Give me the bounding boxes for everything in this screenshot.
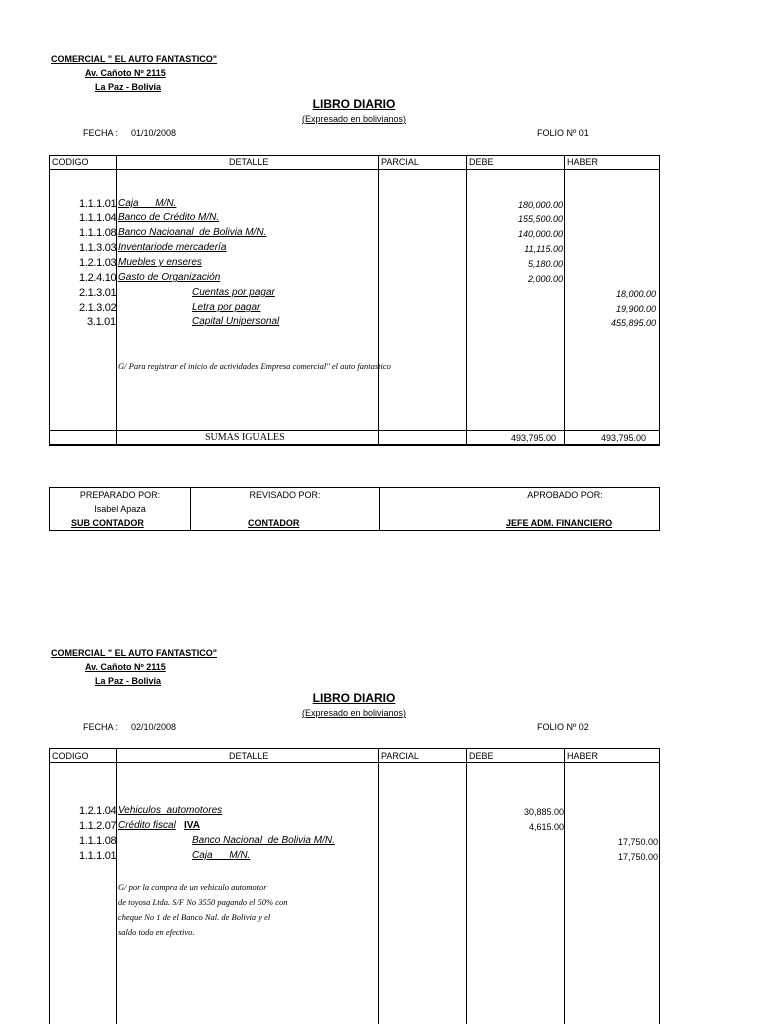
account-detail: Caja M/N. (192, 850, 251, 861)
debe-amount: 11,115.00 (524, 244, 563, 254)
folio-number: FOLIO Nº 02 (537, 722, 589, 732)
sumas-iguales-label: SUMAS IGUALES (205, 432, 285, 443)
debe-amount: 155,500.00 (517, 214, 563, 224)
account-code: 1.2.4.10 (79, 272, 117, 284)
account-detail: Letra por pagar (192, 302, 261, 313)
account-code: 2.1.3.02 (79, 302, 117, 314)
debe-amount: 180,000.00 (517, 200, 563, 210)
debe-amount: 2,000.00 (527, 274, 563, 284)
preparado-label: PREPARADO POR: (79, 490, 161, 500)
gloss-note: G/ Para registrar el inicio de actividades Empresa comercial" el auto fantastico (118, 361, 391, 371)
company-city: La Paz - Bolivia (95, 82, 162, 92)
gloss-line: G/ por la compra de un vehiculo automotor (118, 882, 267, 892)
account-detail: Banco Nacional de Bolivia M/N. (192, 835, 335, 846)
haber-amount: 17,750.00 (617, 837, 658, 847)
haber-amount: 19,900.00 (615, 304, 656, 314)
account-detail: Banco Nacioanal de Bolivia M/N. (118, 227, 267, 238)
account-code: 1.1.1.08 (79, 227, 117, 239)
account-code: 1.1.1.01 (79, 198, 117, 210)
haber-amount: 18,000.00 (615, 289, 656, 299)
column-header-detalle: DETALLE (229, 157, 269, 167)
fecha-label: FECHA : (83, 722, 119, 732)
page-title: LIBRO DIARIO (312, 97, 396, 111)
aprobado-role: JEFE ADM. FINANCIERO (506, 518, 613, 528)
column-header-codigo: CODIGO (52, 751, 89, 761)
account-code: 1.1.2.07 (79, 820, 117, 832)
company-address: Av. Cañoto Nº 2115 (85, 662, 166, 672)
account-code: 3.1.01 (87, 316, 116, 328)
column-header-debe: DEBE (469, 157, 494, 167)
folio-number: FOLIO Nº 01 (537, 128, 589, 138)
company-name: COMERCIAL " EL AUTO FANTASTICO" (51, 54, 218, 64)
gloss-line: cheque No 1 de el Banco Nal. de Bolivia y el (118, 912, 271, 922)
account-code: 1.1.3.03 (79, 242, 117, 254)
account-code: 1.2.1.04 (79, 805, 117, 817)
company-address: Av. Cañoto Nº 2115 (85, 68, 166, 78)
fecha-value: 01/10/2008 (131, 128, 177, 138)
page-subtitle: (Expresado en bolivianos) (301, 708, 407, 718)
haber-amount: 17,750.00 (617, 852, 658, 862)
account-code: 1.1.1.08 (79, 835, 117, 847)
account-detail: Cuentas por pagar (192, 287, 275, 298)
debe-amount: 30,885.00 (523, 807, 564, 817)
column-header-debe: DEBE (469, 751, 494, 761)
sumas-debe-total: 493,795.00 (510, 433, 556, 443)
preparado-role: SUB CONTADOR (71, 518, 144, 528)
column-header-detalle: DETALLE (229, 751, 269, 761)
debe-amount: 5,180.00 (527, 259, 563, 269)
company-name: COMERCIAL " EL AUTO FANTASTICO" (51, 648, 218, 658)
column-header-parcial: PARCIAL (381, 157, 419, 167)
aprobado-label: APROBADO POR: (527, 490, 603, 500)
account-code: 2.1.3.01 (79, 287, 117, 299)
fecha-label: FECHA : (83, 128, 119, 138)
column-header-haber: HABER (567, 157, 599, 167)
page-title: LIBRO DIARIO (312, 691, 396, 705)
sumas-haber-total: 493,795.00 (600, 433, 646, 443)
account-detail: Muebles y enseres (118, 257, 202, 268)
account-detail: Vehiculos automotores (118, 805, 223, 816)
account-detail: Crédito fiscal (118, 820, 176, 831)
gloss-line: saldo todo en efectivo. (118, 927, 195, 937)
gloss-note (118, 880, 368, 940)
revisado-label: REVISADO POR: (249, 490, 321, 500)
account-detail: Inventariode mercadería (118, 242, 227, 253)
account-detail: Capital Unipersonal (192, 316, 280, 327)
page-subtitle: (Expresado en bolivianos) (301, 114, 407, 124)
company-city: La Paz - Bolivia (95, 676, 162, 686)
column-header-haber: HABER (567, 751, 599, 761)
account-code: 1.2.1.03 (79, 257, 117, 269)
fecha-value: 02/10/2008 (131, 722, 177, 732)
column-header-parcial: PARCIAL (381, 751, 419, 761)
account-detail: Caja M/N. (118, 198, 177, 209)
iva-tag: IVA (184, 820, 200, 831)
account-detail: Gasto de Organización (118, 272, 221, 283)
gloss-line: de toyosa Ltda. S/F No 3550 pagando el 50% con (118, 897, 288, 907)
account-detail: Banco de Crédito M/N. (118, 212, 220, 223)
revisado-role: CONTADOR (248, 518, 300, 528)
haber-amount: 455,895.00 (610, 318, 656, 328)
column-header-codigo: CODIGO (52, 157, 89, 167)
preparado-name: Isabel Apaza (94, 504, 146, 514)
account-code: 1.1.1.04 (79, 212, 117, 224)
debe-amount: 4,615.00 (528, 822, 564, 832)
debe-amount: 140,000.00 (517, 229, 563, 239)
account-code: 1.1.1.01 (79, 850, 117, 862)
